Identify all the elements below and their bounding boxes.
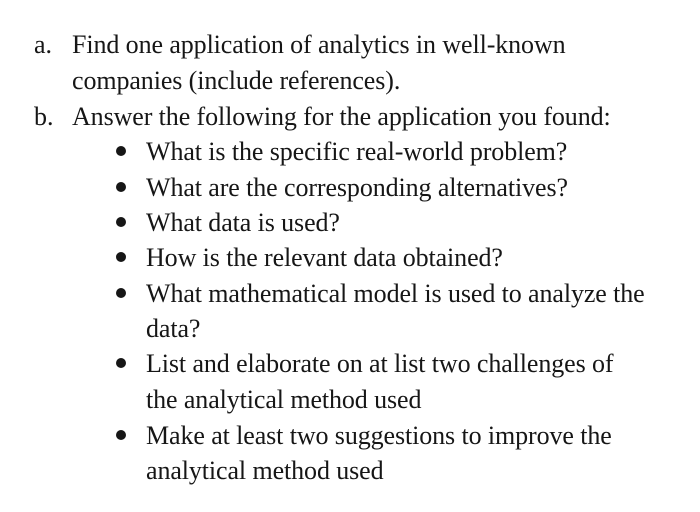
bullet-icon — [116, 182, 126, 192]
bullet-4-line-1: How is the relevant data obtained? — [146, 243, 503, 272]
bullet-7-line-1: Make at least two suggestions to improve the — [146, 421, 612, 450]
bullet-3-line-1: What data is used? — [146, 208, 340, 237]
item-a-line-1: Find one application of analytics in well-known — [72, 30, 566, 59]
bullet-icon — [116, 217, 126, 227]
bullet-5-line-1: What mathematical model is used to analyze the — [146, 279, 645, 308]
list-marker-a: a. — [34, 30, 53, 59]
bullet-2-line-1: What are the corresponding alternatives? — [146, 173, 568, 202]
bullet-icon — [116, 288, 126, 298]
bullet-1-line-1: What is the specific real-world problem? — [146, 137, 568, 166]
bullet-icon — [116, 358, 126, 368]
bullet-icon — [116, 146, 126, 156]
bullet-7-line-2: analytical method used — [146, 456, 384, 485]
bullet-icon — [116, 430, 126, 440]
item-a-line-2: companies (include references). — [72, 66, 401, 95]
bullet-icon — [116, 252, 126, 262]
bullet-5-line-2: data? — [146, 314, 201, 343]
item-b-line-1: Answer the following for the application you found: — [72, 102, 611, 131]
bullet-6-line-2: the analytical method used — [146, 385, 422, 414]
bullet-6-line-1: List and elaborate on at list two challenges of — [146, 349, 614, 378]
list-marker-b: b. — [34, 102, 54, 131]
